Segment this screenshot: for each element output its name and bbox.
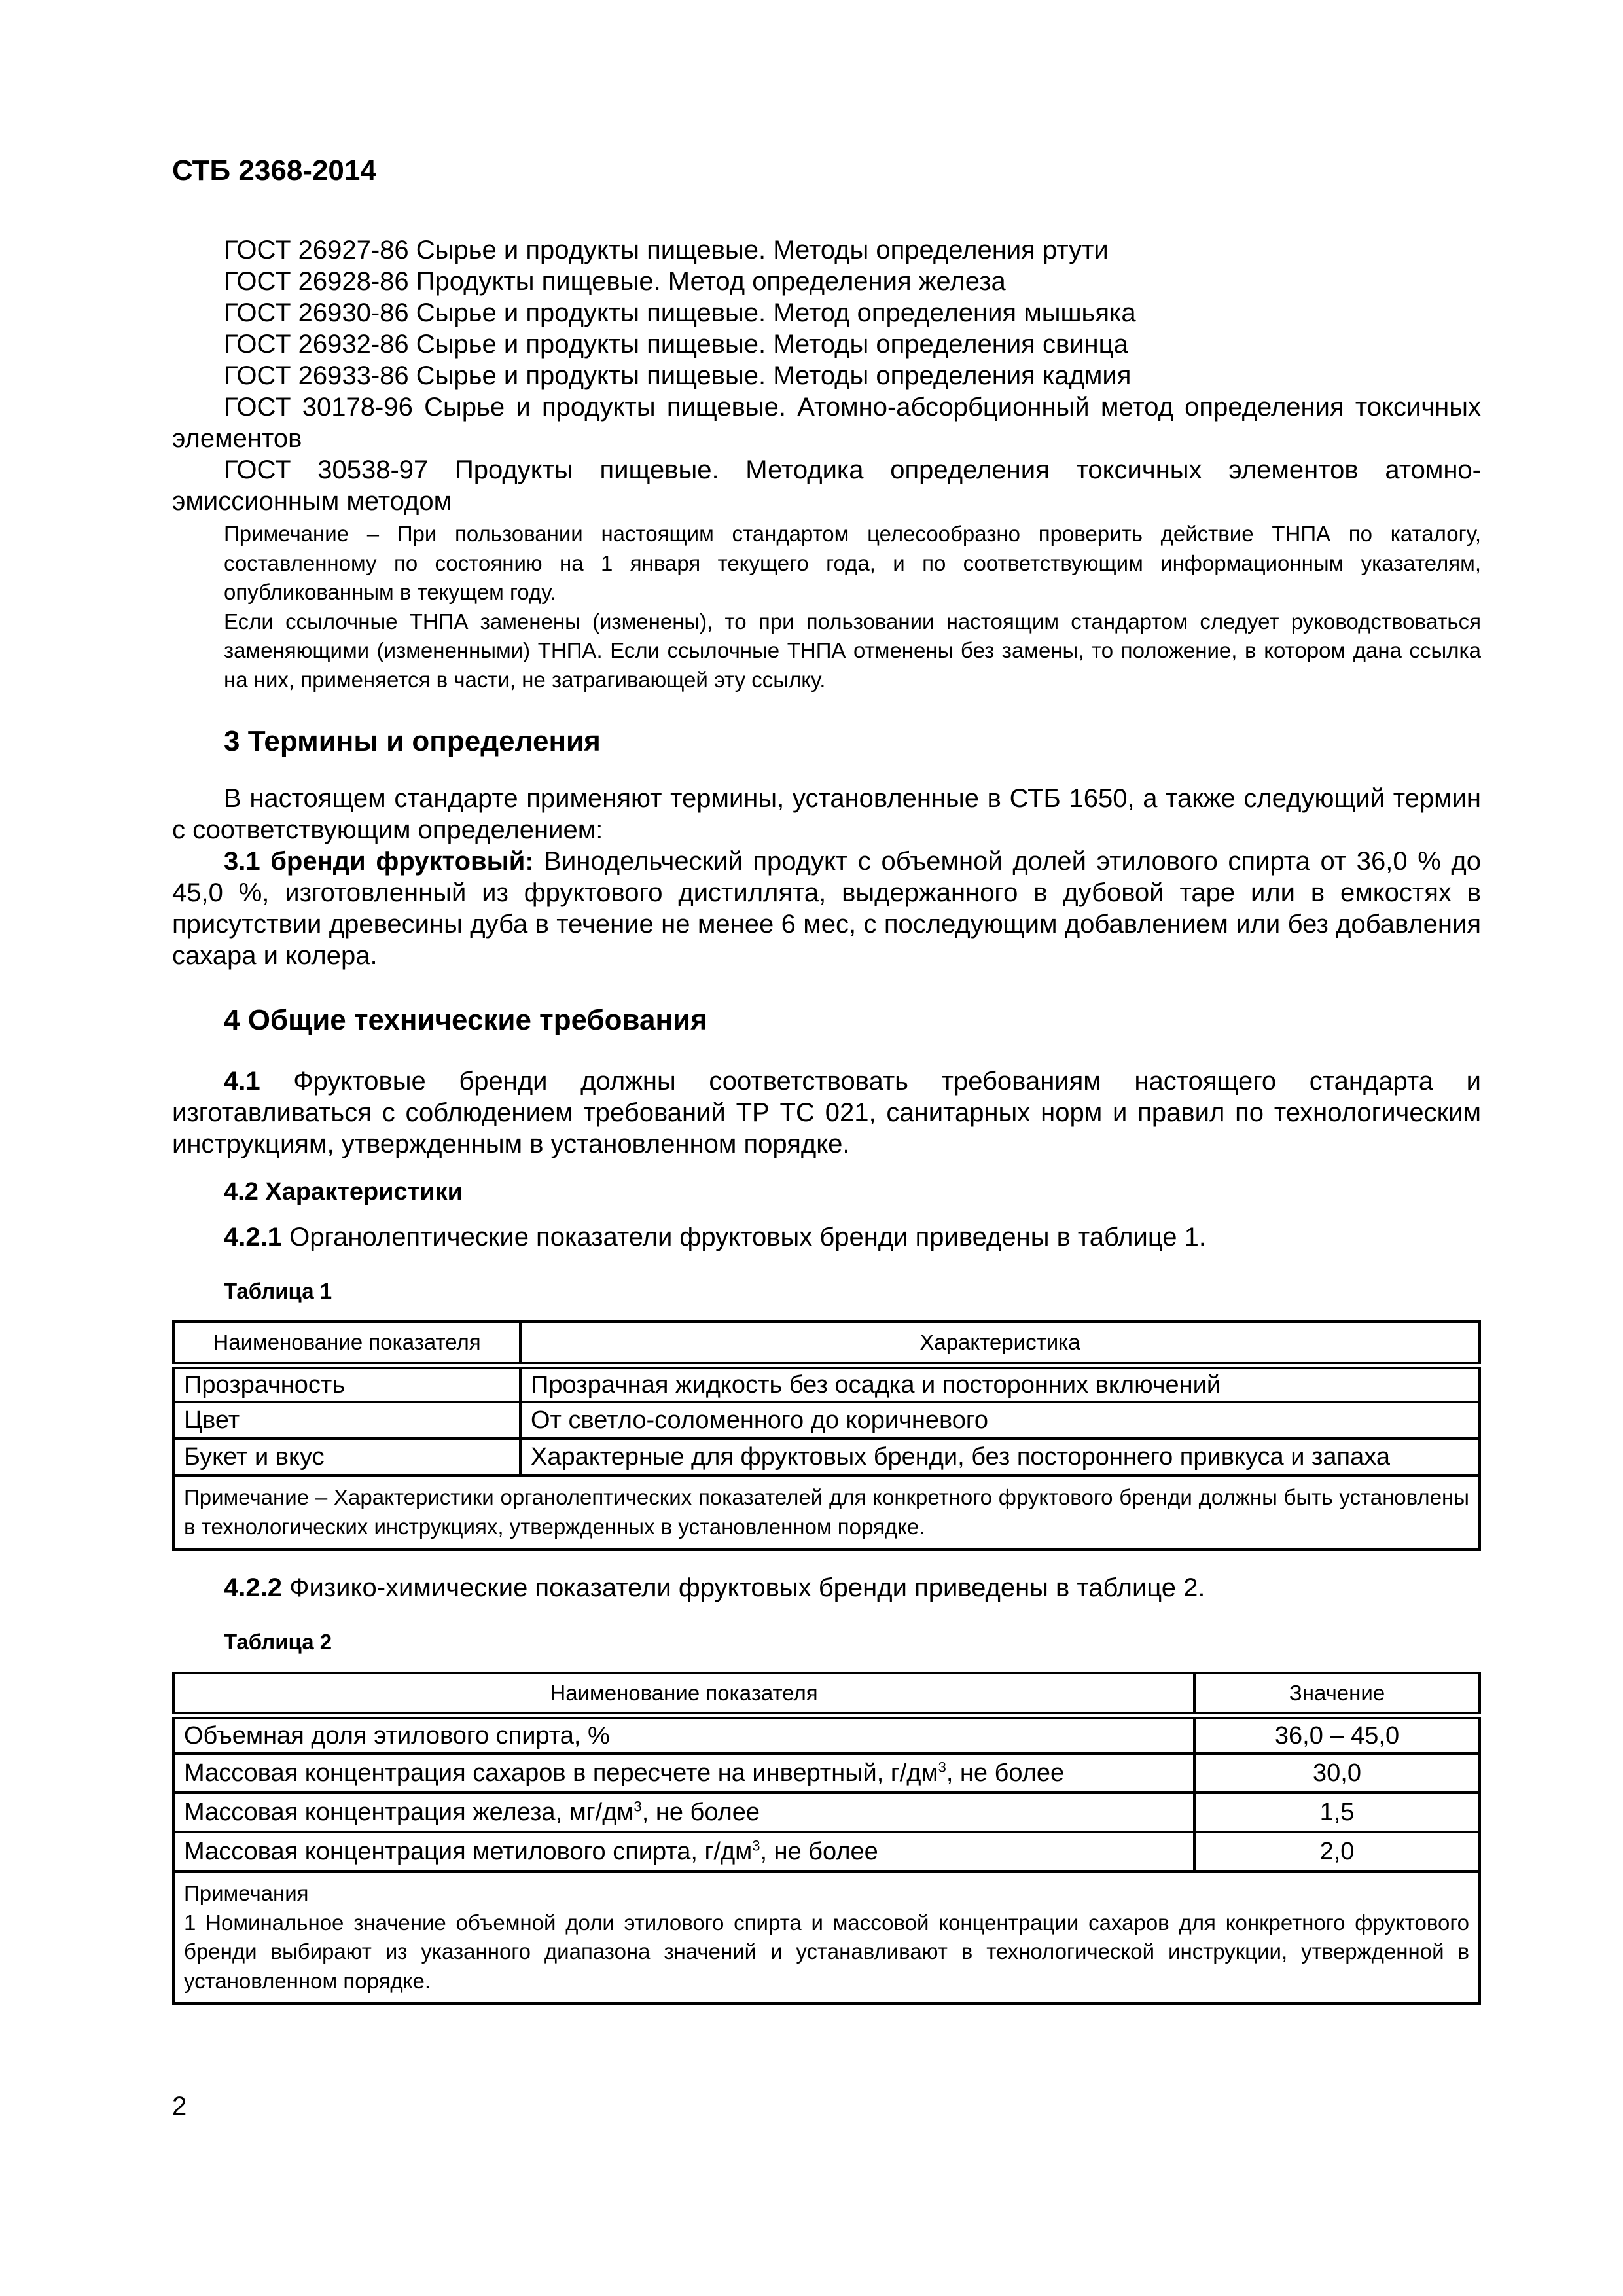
table-row [173,1832,1480,1871]
term-definition [172,846,1481,971]
table-header-row [173,1673,1480,1715]
table-cell: Прозрачность [173,1365,520,1402]
table-2 [172,1672,1481,2005]
table-cell [173,1715,1194,1753]
reference-item: ГОСТ 26933-86 Сырье и продукты пищевые. Методы определения кадмия [224,361,1132,390]
note-1: 1 Номинальное значение объемной доли этилового спирта и массовой концентрации сахаров для конкретного фруктового бренди выбирают из указанного диапазона значений и устанавливают в технологической инструкции, утвержденной в установленном порядке. [184,1910,1469,1993]
table-note: Примечание – Характеристики органолептических показателей для конкретного фруктового бренди должны быть установлены в технологических инструкциях, утвержденных в установленном порядке. [173,1475,1480,1549]
table-row [173,1402,1480,1439]
paragraph-4-1 [172,1066,1481,1160]
table-cell-value: 2,0 [1194,1832,1480,1871]
table-cell [173,1753,1194,1793]
table-cell-value: 30,0 [1194,1753,1480,1793]
table-row [173,1439,1480,1475]
reference-item: ГОСТ 26928-86 Продукты пищевые. Метод определения железа [224,267,1006,296]
section-4-title: 4 Общие технические требования [224,1004,707,1036]
table-cell: От светло-соломенного до коричневого [520,1402,1480,1439]
normative-references [172,234,1481,694]
table-1 [172,1320,1481,1551]
indicator-limit: , не более [641,1799,760,1826]
table-note-row [173,1475,1480,1549]
paragraph-4-2-1 [172,1221,1481,1253]
table-cell-value: 1,5 [1194,1793,1480,1832]
indicator-name: Массовая концентрация железа, мг/дм [184,1799,634,1826]
indicator-limit: , не более [946,1759,1065,1787]
table-cell: Характерные для фруктовых бренди, без постороннего привкуса и запаха [520,1439,1480,1475]
table-row [173,1793,1480,1832]
paragraph-text: Физико-химические показатели фруктовых бренди приведены в таблице 2. [281,1573,1205,1602]
term-text: Винодельческий продукт с объемной долей этилового спирта от 36,0 % до 45,0 %, изготовленный из фруктового дистиллята, выдержанного в дубовой таре или в емкостях в присутствии древесины дуба в течение не менее 6 мес, с последующим добавлением или без добавления сахара и колера. [172,847,1482,970]
paragraph-number: 4.2.1 [224,1223,282,1251]
indicator-limit: , не более [760,1838,878,1865]
reference-note-2: Если ссылочные ТНПА заменены (изменены), то при пользовании настоящим стандартом следует руководствоваться заменяющими (измененными) ТНПА. Если ссылочные ТНПА отменены без замены, то положение, в котором дана ссылка на них, применяется в части, не затрагивающей эту ссылку. [224,609,1481,692]
indicator-name: Массовая концентрация сахаров в пересчете на инвертный, г/дм [184,1759,938,1787]
table-header-row [173,1321,1480,1365]
indicator-name: Объемная доля этилового спирта, % [184,1721,610,1749]
column-header: Наименование показателя [173,1321,520,1365]
table-row [173,1715,1480,1753]
reference-item: ГОСТ 30538-97 Продукты пищевые. Методика определения токсичных элементов атомно-эмиссионным методом [172,456,1481,516]
paragraph-text: Фруктовые бренди должны соответствовать требованиям настоящего стандарта и изготавливаться с соблюдением требований ТР ТС 021, санитарных норм и правил по технологическим инструкциям, утвержденным в установленном порядке. [172,1067,1481,1158]
table-1-caption: Таблица 1 [224,1279,332,1303]
indicator-name: Массовая концентрация метилового спирта, г/дм [184,1838,753,1865]
table-row [173,1365,1480,1402]
column-header: Характеристика [520,1321,1480,1365]
reference-item: ГОСТ 26927-86 Сырье и продукты пищевые. Методы определения ртути [224,236,1109,264]
column-header: Наименование показателя [173,1673,1194,1715]
table-cell: Прозрачная жидкость без осадка и посторонних включений [520,1365,1480,1402]
reference-item: ГОСТ 30178-96 Сырье и продукты пищевые. Атомно-абсорбционный метод определения токсичных элементов [172,393,1481,453]
page-number: 2 [172,2092,187,2121]
section-3-body [172,783,1481,971]
unit-exponent: 3 [633,1798,642,1815]
column-header: Значение [1194,1673,1480,1715]
unit-exponent: 3 [752,1837,760,1854]
document-header: СТБ 2368-2014 [172,154,376,187]
reference-note: Примечание – При пользовании настоящим стандартом целесообразно проверить действие ТНПА по каталогу, составленному по состоянию на 1 января текущего года, и по соответствующим информационным указателям, опубликованным в текущем году. [224,522,1481,604]
paragraph-number: 4.1 [224,1067,260,1096]
paragraph-text: Органолептические показатели фруктовых бренди приведены в таблице 1. [281,1223,1207,1251]
section-3-title: 3 Термины и определения [224,725,601,757]
table-cell [173,1832,1194,1871]
subsection-4-2-title: 4.2 Характеристики [224,1178,463,1206]
section-3-intro: В настоящем стандарте применяют термины, установленные в СТБ 1650, а также следующий термин с соответствующим определением: [172,784,1481,844]
table-notes [173,1871,1480,2003]
table-cell-value: 36,0 – 45,0 [1194,1715,1480,1753]
reference-item: ГОСТ 26932-86 Сырье и продукты пищевые. Методы определения свинца [224,330,1128,359]
table-row [173,1753,1480,1793]
table-cell [173,1793,1194,1832]
reference-item: ГОСТ 26930-86 Сырье и продукты пищевые. Метод определения мышьяка [224,298,1136,327]
term-label: 3.1 бренди фруктовый: [224,847,534,876]
paragraph-number: 4.2.2 [224,1573,282,1602]
table-cell: Цвет [173,1402,520,1439]
table-2-caption: Таблица 2 [224,1630,332,1654]
table-cell: Букет и вкус [173,1439,520,1475]
notes-title: Примечания [184,1881,309,1905]
paragraph-4-2-2 [172,1572,1481,1604]
unit-exponent: 3 [938,1759,946,1776]
table-note-row [173,1871,1480,2003]
